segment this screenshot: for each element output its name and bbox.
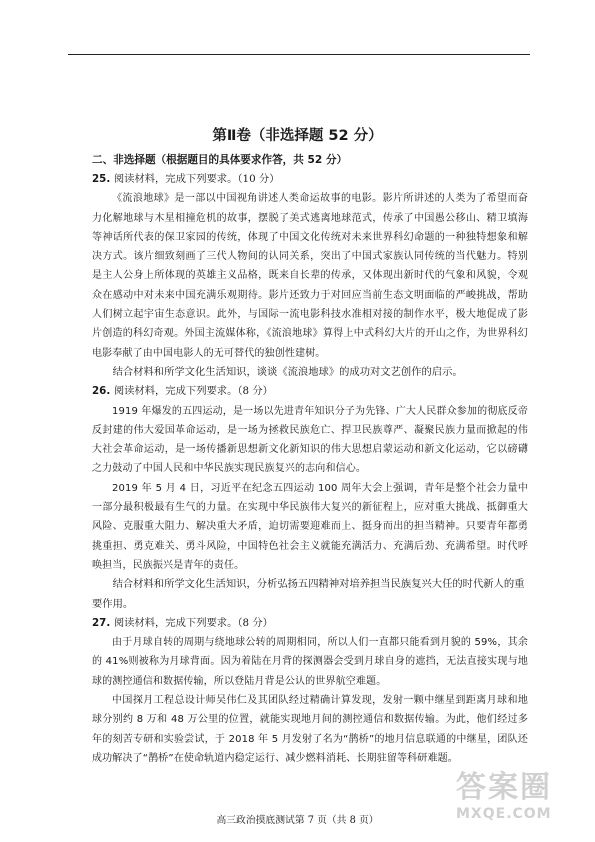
material-paragraph: 中国探月工程总设计师吴伟仁及其团队经过精确计算发现，发射一颗中继星到距离月球和地球分别约 8 万和 48 万公里的位置，就能实现地月间的测控通信和数据传输。为此，他们经过多年的刻苦专研和实验尝试，于 2018 年 5 月发射了名为“鹊桥”的地月信息联通的中继星，团队还成功解决了“鹊桥”在使命轨道内稳定运行、减少燃料消耗、长期驻留等科研难题。 xyxy=(92,695,528,764)
question-header xyxy=(92,382,528,401)
material-paragraph: 1919 年爆发的五四运动，是一场以先进青年知识分子为先锋、广大人民群众参加的彻底反帝反封建的伟大爱国革命运动，是一场为拯救民族危亡、捍卫民族尊严、凝聚民族力量而掀起的伟大社会革命运动，是一场传播新思想新文化新知识的伟大思想启蒙运动和新文化运动，它以磅礴之力鼓动了中国人民和中华民族实现民族复兴的志向和信心。 xyxy=(92,405,528,475)
question-score: （10 分） xyxy=(237,173,280,185)
material-paragraph: 《流浪地球》是一部以中国视角讲述人类命运故事的电影。影片所讲述的人类为了希望而奋力化解地球与木星相撞危机的故事，摆脱了美式逃离地球范式，传承了中国愚公移山、精卫填海等神话所代表的保卫家园的传统，体现了中国文化传统对未来世界科幻命题的一种独特想象和解决方式。该片细致刻画了三代人物间的认同关系，突出了中国式家族认同传统的当代魅力。特别是主人公身上所体现的英雄主义品格，既来自长辈的传承，又体现出新时代的气象和风貌，令观众在感动中对未来中国充满乐观期待。影片还致力于对回应当前生态文明面临的严峻挑战，帮助人们树立起宇宙生态意识。此外，与国际一流电影科技水准相对接的制作水平，极大地促成了影片创造的科幻奇观。外国主流媒体称，《流浪地球》算得上中式科幻大片的开山之作，为世界科幻电影奉献了由中国电影人的无可替代的独创性建树。 xyxy=(92,193,528,359)
question-score: （8 分） xyxy=(237,616,273,629)
question-27 xyxy=(92,614,528,768)
section-heading: 二、非选择题（根据题目的具体要求作答，共 52 分） xyxy=(92,154,348,166)
question-header xyxy=(92,170,528,189)
question-task: 结合材料和所学文化生活知识，分析弘扬五四精神对培养担当民族复兴大任的时代新人的重要作用。 xyxy=(92,578,525,610)
question-header xyxy=(92,614,528,633)
question-number: 26. xyxy=(92,385,111,398)
question-26 xyxy=(92,382,528,614)
question-number: 27. xyxy=(92,616,111,629)
question-instruction: 阅读材料，完成下列要求。 xyxy=(113,385,238,398)
question-instruction: 阅读材料，完成下列要求。 xyxy=(113,616,238,629)
page-title: 第Ⅱ卷（非选择题 52 分） xyxy=(212,128,383,144)
questions-content xyxy=(92,170,528,768)
question-task: 结合材料和所学文化生活知识，谈谈《流浪地球》的成功对文艺创作的启示。 xyxy=(112,365,463,378)
page-footer: 高三政治摸底测试第 7 页（共 8 页） xyxy=(216,815,379,826)
watermark-domain: MXQE.COM xyxy=(456,806,552,822)
material-paragraph: 由于月球自转的周期与绕地球公转的周期相同，所以人们一直都只能看到月貌的 59%，其余的 41%则被称为月球背面。因为着陆在月背的探测器会受到月球自身的遮挡，无法直接实现与地球的测控通信和数据传输，所以登陆月背是公认的世界航空难题。 xyxy=(92,637,528,687)
material-paragraph: 2019 年 5 月 4 日，习近平在纪念五四运动 100 周年大会上强调，青年是整个社会力量中一部分最积极最有生气的力量。在实现中华民族伟大复兴的新征程上，应对重大挑战、抵御重大风险、克服重大阻力、解决重大矛盾，迫切需要迎难而上、挺身而出的担当精神。只要青年都勇挑重担、勇克难关、勇斗风险，中国特色社会主义就能充满活力、充满后劲、充满希望。时代呼唤担当，民族振兴是青年的责任。 xyxy=(92,482,528,571)
top-rule xyxy=(68,54,530,55)
watermark-logo: 答案圈 xyxy=(456,770,552,805)
site-watermark xyxy=(456,770,582,834)
question-instruction: 阅读材料，完成下列要求。 xyxy=(113,173,238,185)
question-number: 25. xyxy=(92,173,111,185)
question-score: （8 分） xyxy=(237,385,273,398)
question-25 xyxy=(92,170,528,382)
